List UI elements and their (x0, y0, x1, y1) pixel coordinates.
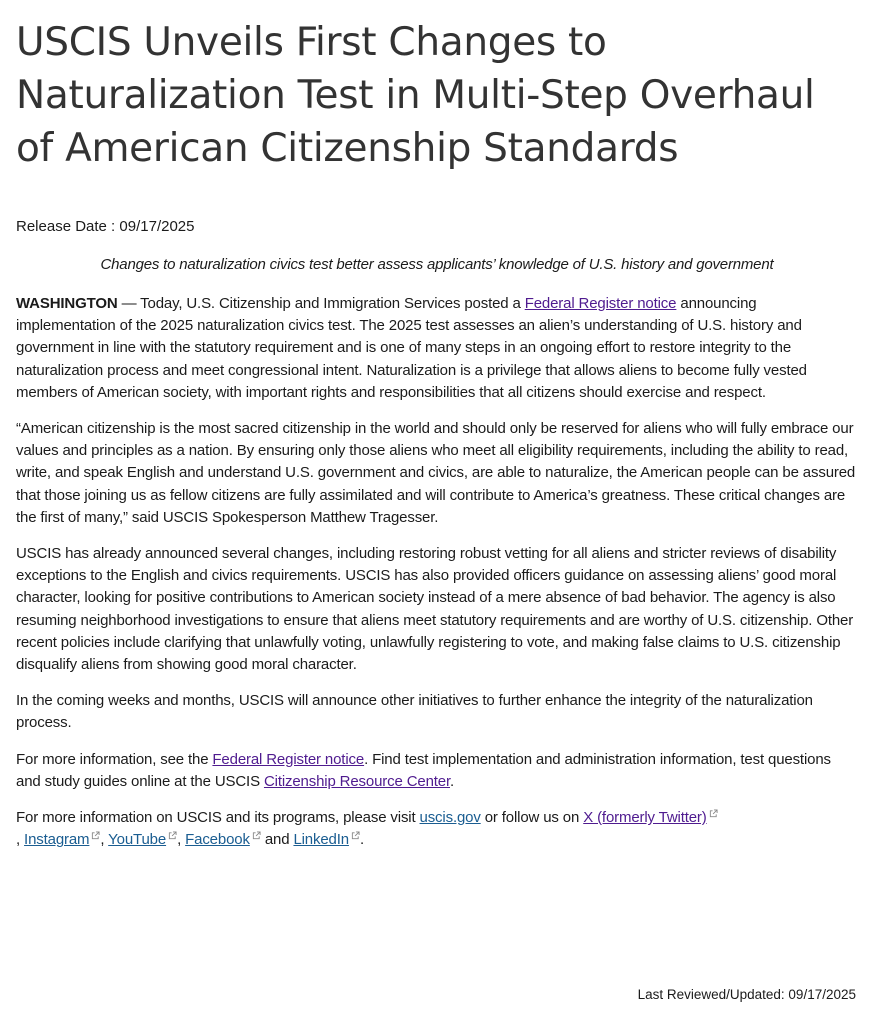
page-title: USCIS Unveils First Changes to Naturalization Test in Multi-Step Overhaul of American Citizenship Standards (16, 20, 815, 171)
youtube-link[interactable]: YouTube (108, 831, 167, 849)
paragraph-intro: WASHINGTON — Today, U.S. Citizenship and Immigration Services posted a Federal Register notice announcing implementation of the 2025 naturalization civics test. The 2025 test assesses an alien’s understanding of U.S. history and government in line with the statutory requirement and is one of many steps in an ongoing effort to restore integrity to the naturalization process and meet congressional intent. Naturalization is a privilege that allows aliens to become fully vested members of American society, with important rights and responsibilities that all citizens should exercise and respect. (16, 295, 807, 401)
release-date-label: Release Date : (16, 218, 116, 235)
paragraph-social: For more information on USCIS and its programs, please visit uscis.gov or follow us on X (formerly Twitter) , Instagram , YouTube , Facebook and LinkedIn . (16, 807, 858, 851)
paragraph-changes: USCIS has already announced several changes, including restoring robust vetting for all aliens and stricter reviews of disability exceptions to the English and civics requirements. USCIS has also provided officers guidance on assessing aliens’ good moral character, looking for positive contributions to American society instead of a mere absence of bad behavior. The agency is also resuming neighborhood investigations to ensure that aliens meet statutory requirements and are worthy of U.S. citizenship. Other recent policies include clarifying that unlawfully voting, unlawfully registering to vote, and making false claims to U.S. citizenship disqualify aliens from showing good moral character. (16, 545, 854, 674)
external-link-icon (709, 809, 718, 818)
federal-register-notice-link-2[interactable]: Federal Register notice (212, 750, 365, 768)
release-date-value: 09/17/2025 (119, 218, 195, 235)
paragraph-coming: In the coming weeks and months, USCIS will announce other initiatives to further enhance the integrity of the naturalization process. (16, 692, 813, 732)
x-twitter-link[interactable]: X (formerly Twitter) (583, 809, 707, 827)
subtitle: Changes to naturalization civics test better assess applicants’ knowledge of U.S. history and government (100, 256, 774, 273)
last-reviewed-date: 09/17/2025 (788, 987, 856, 1002)
federal-register-notice-link[interactable]: Federal Register notice (524, 295, 677, 312)
uscis-gov-link[interactable]: uscis.gov (419, 809, 481, 827)
last-reviewed (638, 986, 856, 1004)
linkedin-link[interactable]: LinkedIn (293, 831, 349, 849)
news-release (16, 16, 858, 851)
instagram-link[interactable]: Instagram (24, 831, 90, 849)
dateline: WASHINGTON (16, 295, 118, 312)
external-link-icon (351, 831, 360, 840)
last-reviewed-label: Last Reviewed/Updated: (637, 987, 785, 1002)
release-date (16, 217, 858, 237)
external-link-icon (168, 831, 177, 840)
paragraph-more-info: For more information, see the Federal Register notice. Find test implementation and administration information, test questions and study guides online at the USCIS Citizenship Resource Center. (16, 750, 831, 790)
paragraph-quote: “American citizenship is the most sacred citizenship in the world and should only be reserved for aliens who will fully embrace our values and principles as a nation. By ensuring only those aliens who meet all eligibility requirements, including the ability to read, write, and speak English and understand U.S. government and civics, are able to naturalize, the American people can be assured that those joining us as fellow citizens are fully assimilated and will contribute to America’s greatness. These critical changes are the first of many,” said USCIS Spokesperson Matthew Tragesser. (16, 420, 856, 526)
external-link-icon (252, 831, 261, 840)
citizenship-resource-center-link[interactable]: Citizenship Resource Center (263, 772, 450, 790)
facebook-link[interactable]: Facebook (185, 831, 250, 849)
